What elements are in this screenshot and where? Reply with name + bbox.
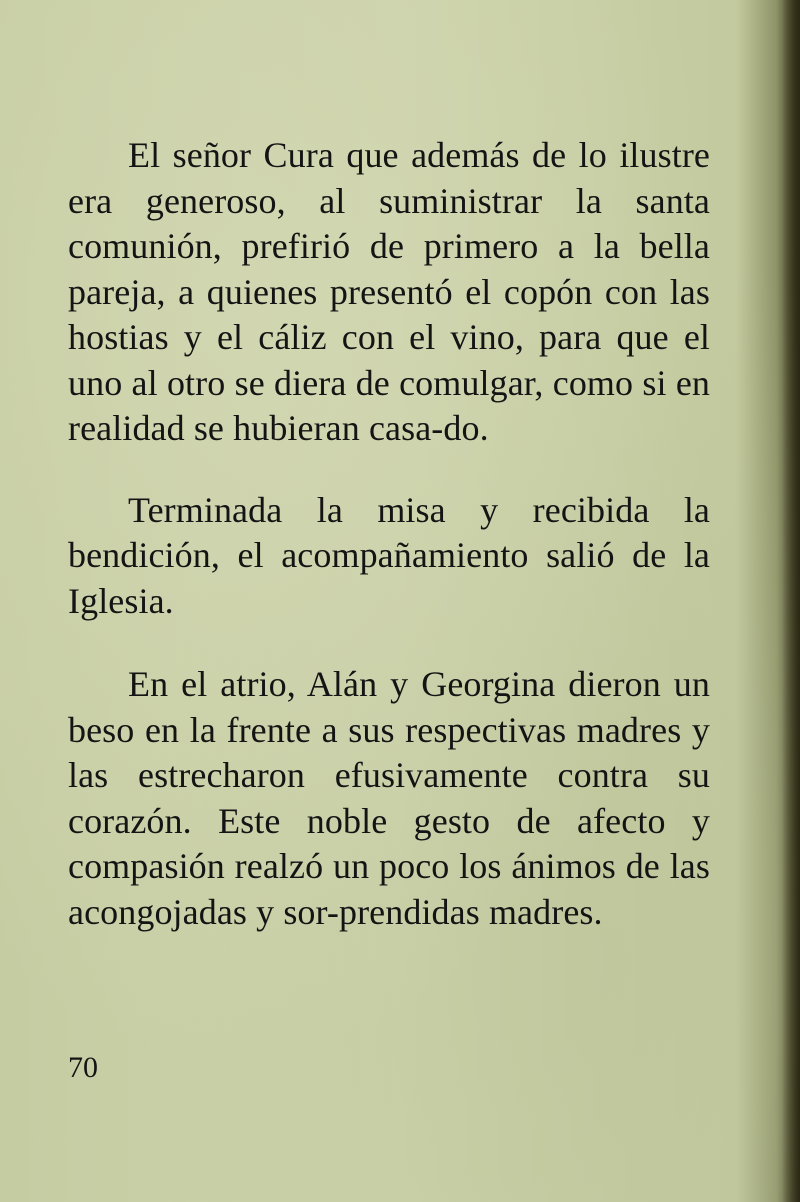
page-number: 70 [68, 1051, 98, 1084]
paragraph-atrium: En el atrio, Alán y Georgina dieron un beso en la frente a sus respectivas madres y las estrecharon efusivamente contra su corazón. Este noble gesto de afecto y compasión realzó un poco los ánimos de las acongojadas y sor-prendidas madres. [68, 664, 710, 932]
page-body [68, 133, 710, 935]
page-edge-shadow [782, 0, 800, 1202]
paragraph-mass-ends: Terminada la misa y recibida la bendición, el acompañamiento salió de la Iglesia. [68, 489, 710, 621]
paragraph-communion: El señor Cura que además de lo ilustre era generoso, al suministrar la santa comunión, prefirió de primero a la bella pareja, a quienes presentó el copón con las hostias y el cáliz con el vino, para que el uno al otro se diera de comulgar, como si en realidad se hubieran casa-do. [68, 135, 710, 448]
